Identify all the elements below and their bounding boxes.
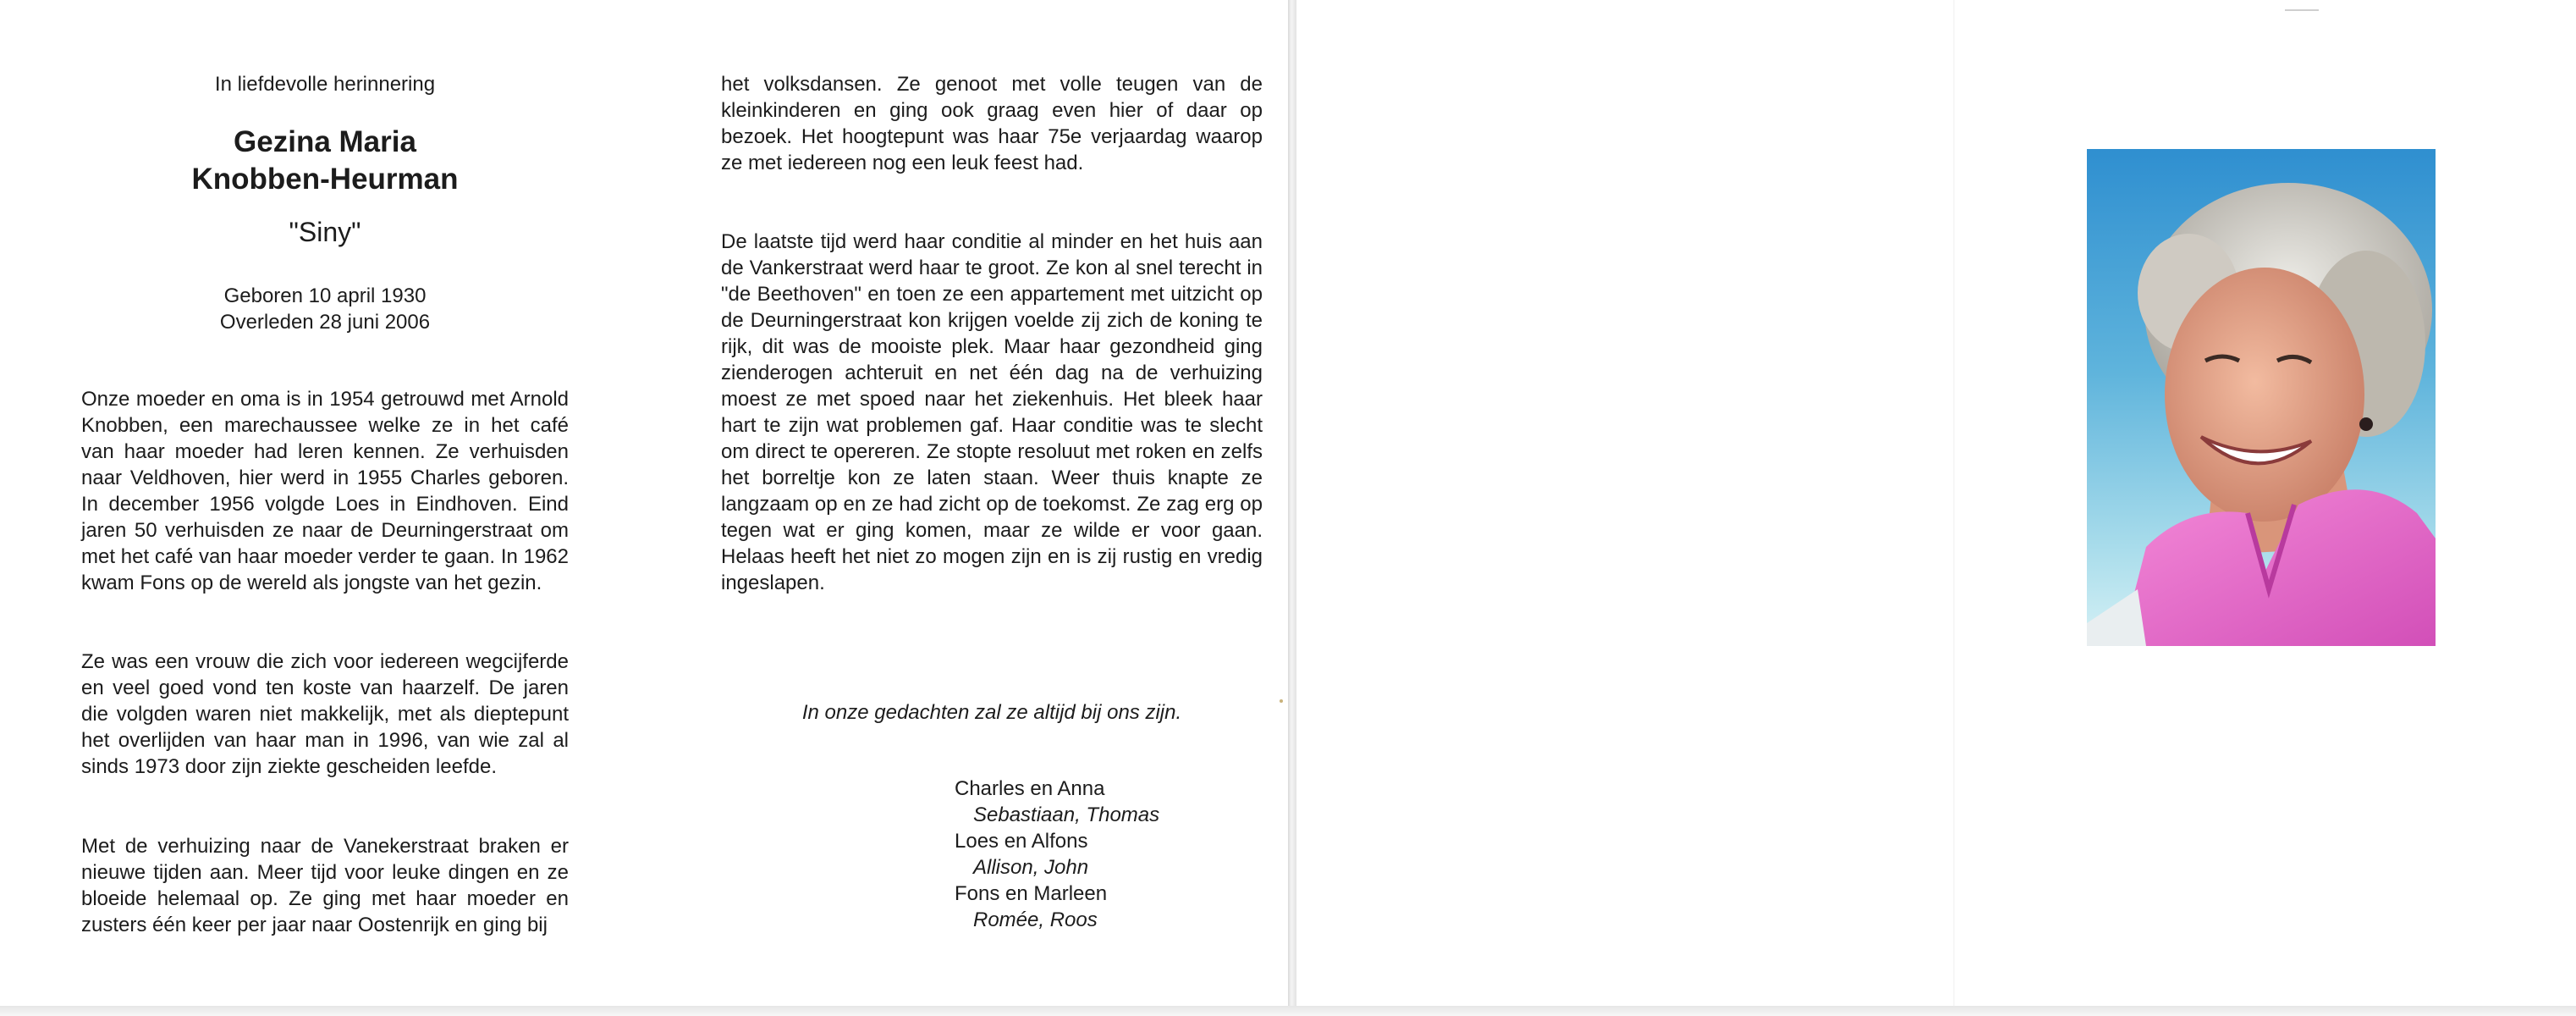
grandchildren: Allison, John bbox=[973, 856, 1089, 879]
deceased-name-line2: Knobben-Heurman bbox=[191, 163, 459, 196]
card-fold bbox=[1288, 0, 1296, 1006]
death-date: Overleden 28 juni 2006 bbox=[219, 311, 431, 334]
memorial-intro: In liefdevolle herinnering bbox=[214, 73, 436, 96]
biography-text: het volksdansen. Ze genoot met volle teugen van de kleinkinderen en ging ook graag even hier of daar op bezoek. Het hoogtepunt was haar 75e verjaardag waarop ze met iedereen nog een leuk feest had. bbox=[721, 73, 1263, 174]
biography-paragraph bbox=[721, 229, 1263, 596]
portrait-illustration bbox=[2087, 149, 2436, 646]
closing-line: In onze gedachten zal ze altijd bij ons zijn. bbox=[801, 701, 1182, 724]
life-dates bbox=[81, 283, 569, 335]
grandchildren: Sebastiaan, Thomas bbox=[973, 803, 1160, 826]
deceased-name bbox=[81, 124, 569, 198]
scan-speck bbox=[1280, 699, 1283, 703]
biography-paragraph bbox=[81, 386, 569, 596]
outer-fold-line bbox=[1953, 0, 1955, 1006]
biography-paragraph bbox=[81, 833, 569, 938]
card-inner-left-sheet bbox=[0, 0, 1288, 1006]
biography-paragraph bbox=[81, 649, 569, 780]
biography-text: Met de verhuizing naar de Vanekerstraat braken er nieuwe tijden aan. Meer tijd voor leuke dingen en ze bloeide helemaal op. Ze ging met haar moeder en zusters één keer per jaar naar Oostenrijk en ging bij bbox=[81, 835, 569, 936]
biography-paragraph bbox=[721, 71, 1263, 176]
family-couple: Fons en Marleen bbox=[955, 882, 1108, 905]
grandchildren: Romée, Roos bbox=[973, 908, 1098, 931]
deceased-name-line1: Gezina Maria bbox=[234, 125, 416, 158]
card-bottom-edge bbox=[0, 1006, 2576, 1016]
family-couple: Charles en Anna bbox=[955, 777, 1105, 800]
nickname: "Siny" bbox=[289, 217, 361, 247]
family-couple: Loes en Alfons bbox=[955, 830, 1088, 853]
birth-date: Geboren 10 april 1930 bbox=[223, 284, 427, 307]
family-list bbox=[955, 776, 1242, 933]
biography-text: De laatste tijd werd haar conditie al minder en het huis aan de Vankerstraat werd haar te groot. Ze kon al snel terecht in "de Beethoven" en toen ze een appartement met uitzicht op de Deurningerstraat kon krijgen voelde zij zich de koning te rijk, dit was de mooiste plek. Maar haar gezondheid ging zienderogen achteruit en net één dag na de verhuizing moest ze met spoed naar het ziekenhuis. Het bleek haar hart te zijn wat problemen gaf. Haar conditie was te slecht om direct te opereren. Ze stopte resoluut met roken en zelfs het borreltje kon ze laten staan. Weer thuis knapte ze langzaam op en ze had zicht op de toekomst. Ze zag erg op tegen wat er ging komen, maar ze wilde er voor gaan. Helaas heeft het niet zo mogen zijn en is zij rustig en vredig ingeslapen. bbox=[721, 230, 1263, 594]
biography-text: Ze was een vrouw die zich voor iedereen wegcijferde en veel goed vond ten koste van haarzelf. De jaren die volgden waren niet makkelijk, met als dieptepunt het overlijden van haar man in 1996, van wie zal al sinds 1973 door zijn ziekte gescheiden leefde. bbox=[81, 650, 569, 778]
biography-text: Onze moeder en oma is in 1954 getrouwd met Arnold Knobben, een marechaussee welke ze in het café van haar moeder had leren kennen. Ze verhuisden naar Veldhoven, hier werd in 1955 Charles geboren. In december 1956 volgde Loes in Eindhoven. Eind jaren 50 verhuisden ze naar de Deurningerstraat om met het café van haar moeder verder te gaan. In 1962 kwam Fons op de wereld als jongste van het gezin. bbox=[81, 388, 569, 594]
scan-mark bbox=[2285, 9, 2319, 11]
portrait-photo bbox=[2087, 149, 2436, 646]
